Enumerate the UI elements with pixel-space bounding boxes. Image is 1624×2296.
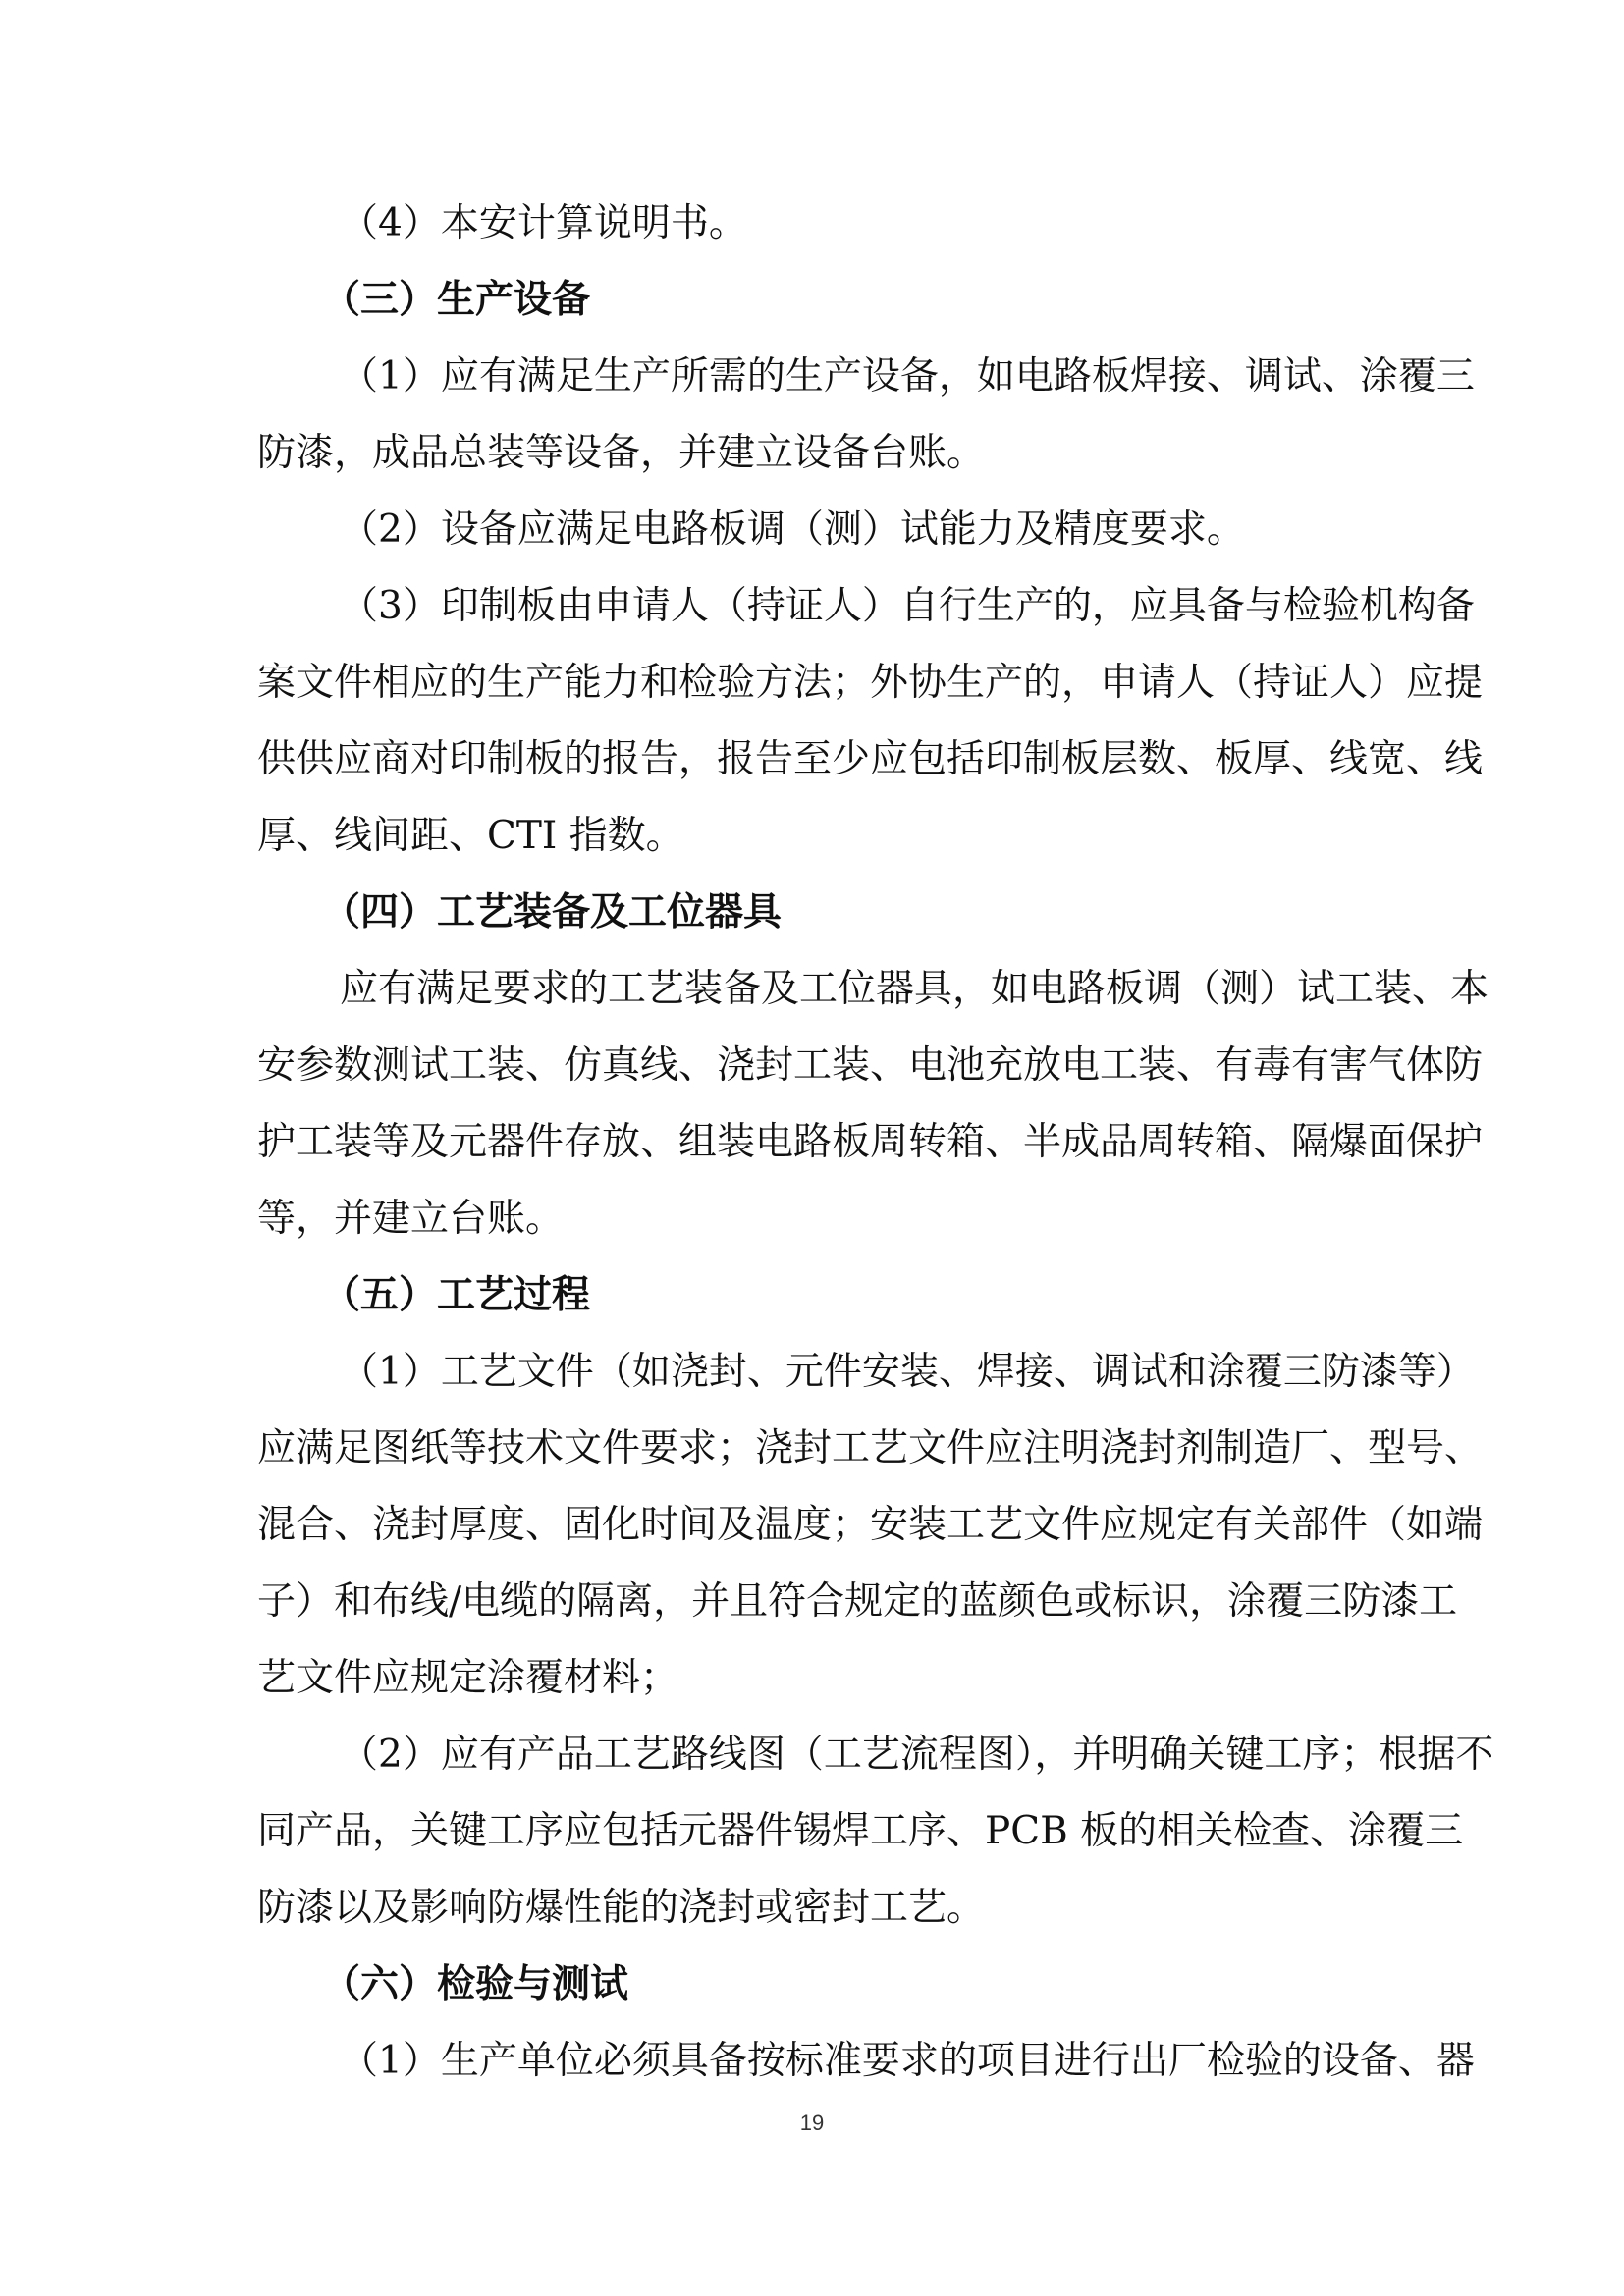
paragraph-line: （3）印制板由申请人（持证人）自行生产的，应具备与检验机构备 — [340, 584, 1475, 628]
paragraph-line: 应有满足要求的工艺装备及工位器具，如电路板调（测）试工装、本 — [340, 967, 1489, 1011]
paragraph-line: 厚、线间距、CTI 指数。 — [257, 814, 684, 858]
section-heading: （六）检验与测试 — [322, 1962, 629, 2006]
paragraph-line: 混合、浇封厚度、固化时间及温度；安装工艺文件应规定有关部件（如端 — [257, 1503, 1484, 1547]
page-number: 19 — [799, 2110, 825, 2135]
paragraph-line: 同产品，关键工序应包括元器件锡焊工序、PCB 板的相关检查、涂覆三 — [257, 1809, 1464, 1853]
section-heading: （五）工艺过程 — [322, 1273, 591, 1317]
paragraph-line: （2）应有产品工艺路线图（工艺流程图），并明确关键工序；根据不 — [340, 1733, 1494, 1777]
paragraph-line: （1）生产单位必须具备按标准要求的项目进行出厂检验的设备、器 — [340, 2039, 1475, 2083]
paragraph-line: 案文件相应的生产能力和检验方法；外协生产的，申请人（持证人）应提 — [257, 661, 1484, 705]
paragraph-line: 艺文件应规定涂覆材料； — [257, 1656, 679, 1700]
paragraph-line: 防漆，成品总装等设备，并建立设备台账。 — [257, 431, 986, 475]
paragraph-line: 护工装等及元器件存放、组装电路板周转箱、半成品周转箱、隔爆面保护 — [257, 1120, 1484, 1164]
paragraph-line: 防漆以及影响防爆性能的浇封或密封工艺。 — [257, 1886, 986, 1930]
section-heading: （四）工艺装备及工位器具 — [322, 890, 783, 934]
paragraph-line: （1）应有满足生产所需的生产设备，如电路板焊接、调试、涂覆三 — [340, 354, 1475, 399]
paragraph-line: 等，并建立台账。 — [257, 1197, 565, 1241]
section-heading: （三）生产设备 — [322, 278, 591, 322]
paragraph-line: （4）本安计算说明书。 — [340, 201, 747, 245]
paragraph-line: （2）设备应满足电路板调（测）试能力及精度要求。 — [340, 507, 1245, 552]
paragraph-line: 子）和布线/电缆的隔离，并且符合规定的蓝颜色或标识，涂覆三防漆工 — [257, 1579, 1458, 1624]
paragraph-line: 供供应商对印制板的报告，报告至少应包括印制板层数、板厚、线宽、线 — [257, 737, 1484, 781]
paragraph-line: 安参数测试工装、仿真线、浇封工装、电池充放电工装、有毒有害气体防 — [257, 1043, 1484, 1088]
paragraph-line: （1）工艺文件（如浇封、元件安装、焊接、调试和涂覆三防漆等） — [340, 1350, 1475, 1394]
paragraph-line: 应满足图纸等技术文件要求；浇封工艺文件应注明浇封剂制造厂、型号、 — [257, 1426, 1484, 1470]
